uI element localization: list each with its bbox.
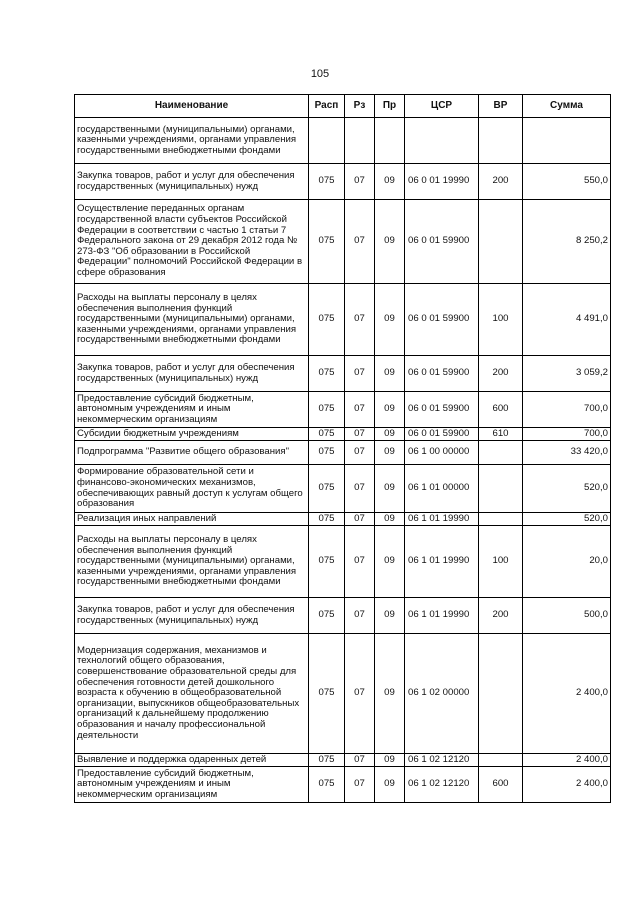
cell-pr: 09 <box>375 164 405 200</box>
cell-vr: 100 <box>479 526 523 598</box>
cell-rz: 07 <box>345 356 375 392</box>
cell-vr <box>479 200 523 284</box>
table-row <box>75 513 611 526</box>
cell-rasp: 075 <box>309 465 345 513</box>
cell-vr: 200 <box>479 356 523 392</box>
cell-csr: 06 0 01 59900 <box>405 392 479 428</box>
cell-pr: 09 <box>375 441 405 465</box>
cell-rasp: 075 <box>309 526 345 598</box>
cell-rz: 07 <box>345 526 375 598</box>
cell-pr: 09 <box>375 513 405 526</box>
table-header-row <box>75 95 611 118</box>
cell-sum: 4 491,0 <box>523 284 611 356</box>
cell-csr: 06 0 01 59900 <box>405 356 479 392</box>
cell-csr: 06 0 01 19990 <box>405 164 479 200</box>
cell-csr: 06 0 01 59900 <box>405 200 479 284</box>
cell-rz <box>345 118 375 164</box>
cell-vr <box>479 754 523 767</box>
cell-rasp: 075 <box>309 356 345 392</box>
cell-rasp: 075 <box>309 164 345 200</box>
cell-sum: 700,0 <box>523 428 611 441</box>
cell-rasp: 075 <box>309 200 345 284</box>
header-pr: Пр <box>375 95 405 118</box>
cell-sum: 520,0 <box>523 465 611 513</box>
cell-sum: 33 420,0 <box>523 441 611 465</box>
cell-rz: 07 <box>345 441 375 465</box>
cell-rasp: 075 <box>309 513 345 526</box>
page-number: 105 <box>310 68 330 80</box>
cell-name: Модернизация содержания, механизмов и технологий общего образования, совершенствование образовательной среды для обеспечения готовности детей дошкольного возраста к обучению в общеобразовательной организации, выпускников общеобразовательных организаций к дальнейшему продолжению образования и началу профессиональной деятельности <box>75 634 309 754</box>
cell-rz: 07 <box>345 428 375 441</box>
cell-csr: 06 0 01 59900 <box>405 428 479 441</box>
cell-name: Осуществление переданных органам государственной власти субъектов Российской Федерации в соответствии с частью 1 статьи 7 Федерального закона от 29 декабря 2012 года № 273-ФЗ "Об образовании в Российской Федерации" полномочий Российской Федерации в сфере образования <box>75 200 309 284</box>
cell-pr <box>375 118 405 164</box>
cell-pr: 09 <box>375 526 405 598</box>
cell-name: Формирование образовательной сети и финансово-экономических механизмов, обеспечивающих равный доступ к услугам общего образования <box>75 465 309 513</box>
cell-name: Предоставление субсидий бюджетным, автономным учреждениям и иным некоммерческим организациям <box>75 767 309 803</box>
cell-sum <box>523 118 611 164</box>
header-vr: ВР <box>479 95 523 118</box>
cell-sum: 20,0 <box>523 526 611 598</box>
cell-csr: 06 1 02 00000 <box>405 634 479 754</box>
cell-rasp: 075 <box>309 441 345 465</box>
cell-vr: 200 <box>479 164 523 200</box>
cell-pr: 09 <box>375 284 405 356</box>
cell-pr: 09 <box>375 392 405 428</box>
cell-rasp: 075 <box>309 392 345 428</box>
cell-vr <box>479 634 523 754</box>
cell-rz: 07 <box>345 164 375 200</box>
cell-rz: 07 <box>345 284 375 356</box>
cell-rz: 07 <box>345 200 375 284</box>
table-row <box>75 356 611 392</box>
cell-name: Предоставление субсидий бюджетным, автономным учреждениям и иным некоммерческим организациям <box>75 392 309 428</box>
cell-pr: 09 <box>375 200 405 284</box>
cell-name: Закупка товаров, работ и услуг для обеспечения государственных (муниципальных) нужд <box>75 164 309 200</box>
table-row <box>75 598 611 634</box>
cell-vr: 610 <box>479 428 523 441</box>
table-row <box>75 392 611 428</box>
header-csr: ЦСР <box>405 95 479 118</box>
cell-csr: 06 1 01 19990 <box>405 526 479 598</box>
cell-sum: 500,0 <box>523 598 611 634</box>
cell-sum: 550,0 <box>523 164 611 200</box>
table-row <box>75 428 611 441</box>
cell-csr: 06 1 00 00000 <box>405 441 479 465</box>
cell-csr: 06 1 01 19990 <box>405 513 479 526</box>
cell-rz: 07 <box>345 634 375 754</box>
table-row <box>75 526 611 598</box>
cell-rasp: 075 <box>309 598 345 634</box>
cell-rasp: 075 <box>309 634 345 754</box>
cell-rasp: 075 <box>309 284 345 356</box>
table-row <box>75 767 611 803</box>
cell-vr <box>479 465 523 513</box>
cell-rasp: 075 <box>309 767 345 803</box>
cell-name: Подпрограмма "Развитие общего образования" <box>75 441 309 465</box>
cell-vr <box>479 441 523 465</box>
cell-sum: 2 400,0 <box>523 767 611 803</box>
cell-sum: 520,0 <box>523 513 611 526</box>
cell-pr: 09 <box>375 754 405 767</box>
cell-name: Расходы на выплаты персоналу в целях обеспечения выполнения функций государственными (муниципальными) органами, казенными учреждениями, органами управления государственными внебюджетными фондами <box>75 526 309 598</box>
cell-sum: 2 400,0 <box>523 754 611 767</box>
budget-table <box>74 94 611 803</box>
cell-pr: 09 <box>375 598 405 634</box>
header-rz: Рз <box>345 95 375 118</box>
cell-vr: 600 <box>479 392 523 428</box>
cell-rz: 07 <box>345 513 375 526</box>
header-rasp: Расп <box>309 95 345 118</box>
table-row <box>75 441 611 465</box>
cell-rz: 07 <box>345 598 375 634</box>
cell-rz: 07 <box>345 392 375 428</box>
cell-name: государственными (муниципальными) органами, казенными учреждениями, органами управления государственными внебюджетными фондами <box>75 118 309 164</box>
cell-csr: 06 1 01 19990 <box>405 598 479 634</box>
cell-name: Субсидии бюджетным учреждениям <box>75 428 309 441</box>
cell-rz: 07 <box>345 767 375 803</box>
cell-csr: 06 1 01 00000 <box>405 465 479 513</box>
cell-pr: 09 <box>375 428 405 441</box>
cell-rz: 07 <box>345 754 375 767</box>
header-name: Наименование <box>75 95 309 118</box>
cell-name: Реализация иных направлений <box>75 513 309 526</box>
cell-vr: 200 <box>479 598 523 634</box>
cell-pr: 09 <box>375 465 405 513</box>
cell-csr: 06 1 02 12120 <box>405 767 479 803</box>
cell-csr: 06 0 01 59900 <box>405 284 479 356</box>
cell-pr: 09 <box>375 634 405 754</box>
cell-sum: 3 059,2 <box>523 356 611 392</box>
cell-rasp: 075 <box>309 754 345 767</box>
cell-csr <box>405 118 479 164</box>
cell-vr: 100 <box>479 284 523 356</box>
cell-rasp <box>309 118 345 164</box>
table-row <box>75 118 611 164</box>
table-row <box>75 200 611 284</box>
table-row <box>75 754 611 767</box>
cell-pr: 09 <box>375 356 405 392</box>
table-row <box>75 634 611 754</box>
table-row <box>75 164 611 200</box>
table-row <box>75 465 611 513</box>
cell-rz: 07 <box>345 465 375 513</box>
cell-sum: 2 400,0 <box>523 634 611 754</box>
table-row <box>75 284 611 356</box>
cell-csr: 06 1 02 12120 <box>405 754 479 767</box>
cell-rasp: 075 <box>309 428 345 441</box>
cell-name: Выявление и поддержка одаренных детей <box>75 754 309 767</box>
cell-name: Закупка товаров, работ и услуг для обеспечения государственных (муниципальных) нужд <box>75 356 309 392</box>
cell-vr <box>479 118 523 164</box>
cell-name: Закупка товаров, работ и услуг для обеспечения государственных (муниципальных) нужд <box>75 598 309 634</box>
header-sum: Сумма <box>523 95 611 118</box>
cell-name: Расходы на выплаты персоналу в целях обеспечения выполнения функций государственными (муниципальными) органами, казенными учреждениями, органами управления государственными внебюджетными фондами <box>75 284 309 356</box>
cell-vr <box>479 513 523 526</box>
cell-vr: 600 <box>479 767 523 803</box>
cell-sum: 8 250,2 <box>523 200 611 284</box>
cell-pr: 09 <box>375 767 405 803</box>
cell-sum: 700,0 <box>523 392 611 428</box>
